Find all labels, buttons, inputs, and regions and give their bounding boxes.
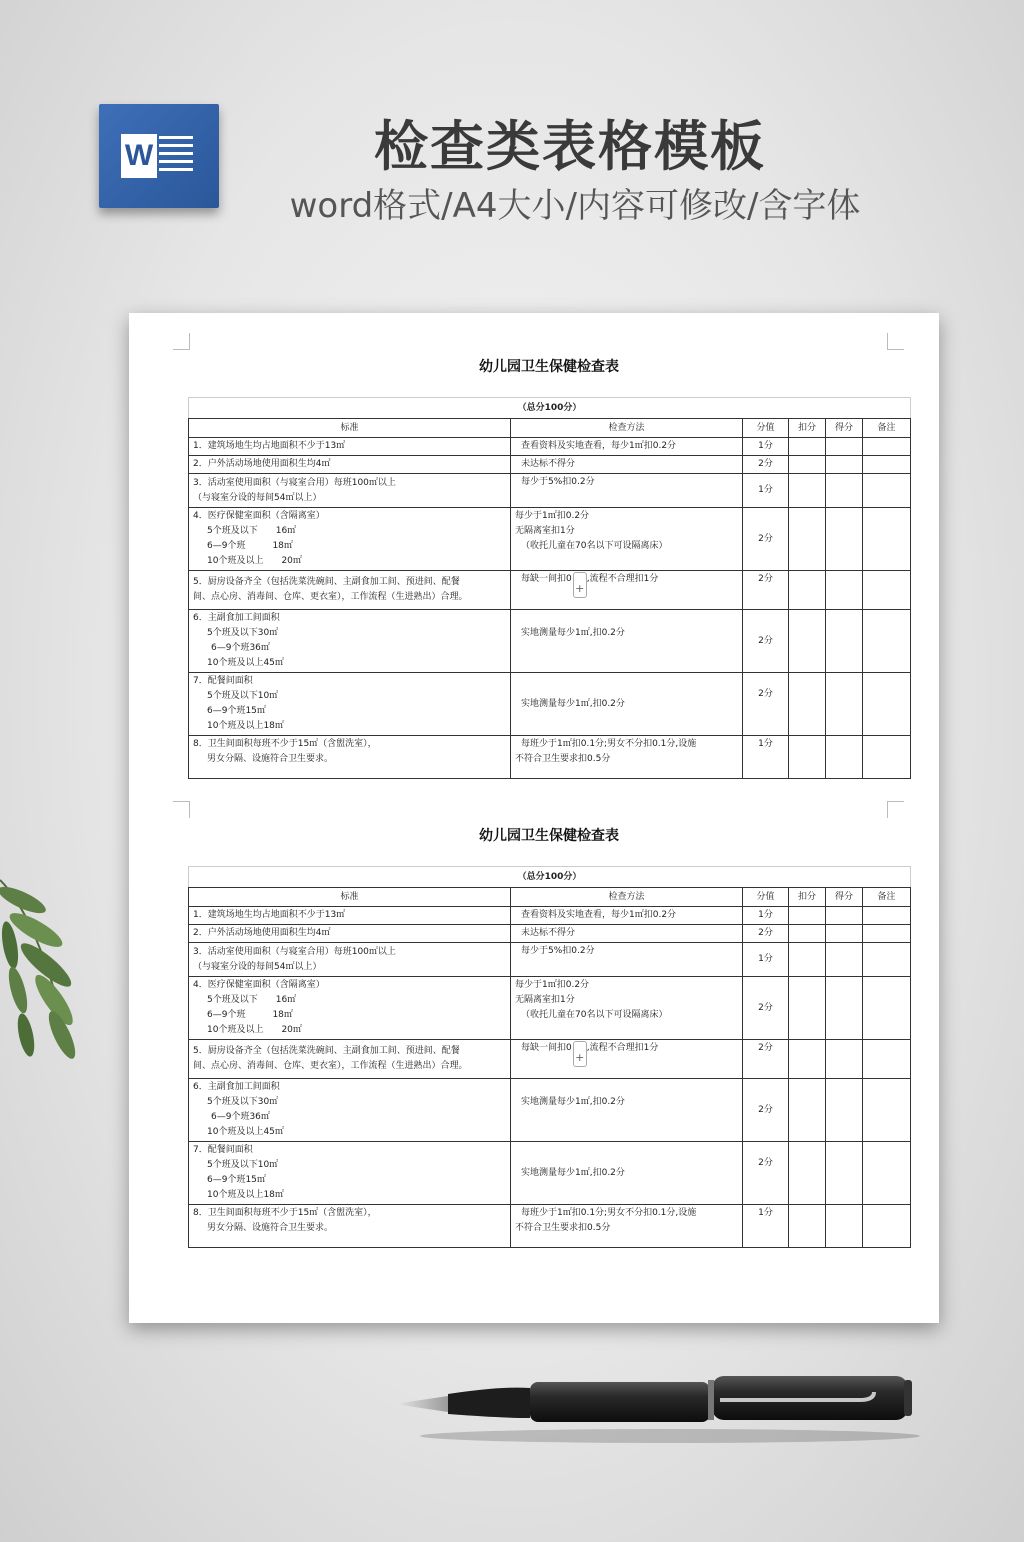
deduct-cell[interactable] <box>789 1205 826 1248</box>
table-row <box>189 1205 911 1248</box>
score-cell: 2分 <box>743 1142 789 1205</box>
standard-cell: 7．配餐间面积 5个班及以下10㎡ 6—9个班15㎡ 10个班及以上18㎡ <box>189 1142 511 1205</box>
deduct-cell[interactable] <box>789 736 826 779</box>
method-cell: 每班少于1㎡扣0.1分;男女不分扣0.1分,设施 不符合卫生要求扣0.5分 <box>511 736 743 779</box>
table-row <box>189 925 911 943</box>
method-cell: 每班少于1㎡扣0.1分;男女不分扣0.1分,设施 不符合卫生要求扣0.5分 <box>511 1205 743 1248</box>
word-logo-lines <box>159 136 193 176</box>
earned-cell[interactable] <box>826 1205 863 1248</box>
leaf-decoration-icon <box>0 860 90 1120</box>
standard-cell: 6．主副食加工间面积 5个班及以下30㎡ 6—9个班36㎡ 10个班及以上45㎡ <box>189 1079 511 1142</box>
main-title: 检查类表格模板 <box>374 115 766 178</box>
deduct-cell[interactable] <box>789 943 826 977</box>
document-page <box>129 313 939 1323</box>
total-score: （总分100分） <box>189 867 911 888</box>
word-logo-icon <box>99 104 219 208</box>
earned-cell[interactable] <box>826 474 863 508</box>
table-row <box>189 943 911 977</box>
earned-cell[interactable] <box>826 907 863 925</box>
deduct-cell[interactable] <box>789 1142 826 1205</box>
remark-cell[interactable] <box>863 508 911 571</box>
remark-cell[interactable] <box>863 1205 911 1248</box>
check-table <box>188 866 911 1248</box>
standard-cell: 3．活动室使用面积（与寝室合用）每班100㎡以上 （与寝室分设的每间54㎡以上） <box>189 474 511 508</box>
method-cell: 每少于5%扣0.2分 <box>511 474 743 508</box>
score-cell: 2分 <box>743 977 789 1040</box>
sheet-1 <box>188 357 910 779</box>
remark-cell[interactable] <box>863 1079 911 1142</box>
remark-cell[interactable] <box>863 1142 911 1205</box>
earned-cell[interactable] <box>826 456 863 474</box>
score-cell: 2分 <box>743 508 789 571</box>
header-standard: 标准 <box>189 419 511 438</box>
remark-cell[interactable] <box>863 673 911 736</box>
score-cell: 1分 <box>743 474 789 508</box>
deduct-cell[interactable] <box>789 610 826 673</box>
remark-cell[interactable] <box>863 571 911 610</box>
earned-cell[interactable] <box>826 925 863 943</box>
remark-cell[interactable] <box>863 943 911 977</box>
earned-cell[interactable] <box>826 736 863 779</box>
sheet-2 <box>188 826 910 1248</box>
method-cell: 每缺一间扣0+,流程不合理扣1分 <box>511 571 743 610</box>
standard-cell: 8．卫生间面积每班不少于15㎡（含盥洗室）， 男女分隔、设施符合卫生要求。 <box>189 1205 511 1248</box>
header-earned: 得分 <box>826 888 863 907</box>
earned-cell[interactable] <box>826 943 863 977</box>
header <box>0 0 1024 260</box>
total-score: （总分100分） <box>189 398 911 419</box>
score-cell: 2分 <box>743 1079 789 1142</box>
standard-cell: 8．卫生间面积每班不少于15㎡（含盥洗室）， 男女分隔、设施符合卫生要求。 <box>189 736 511 779</box>
table-row <box>189 1079 911 1142</box>
deduct-cell[interactable] <box>789 925 826 943</box>
score-cell: 1分 <box>743 1205 789 1248</box>
earned-cell[interactable] <box>826 977 863 1040</box>
method-cell: 每少于1㎡扣0.2分 无隔离室扣1分 （收托儿童在70名以下可设隔离床） <box>511 508 743 571</box>
table-row <box>189 456 911 474</box>
table-row <box>189 474 911 508</box>
earned-cell[interactable] <box>826 1142 863 1205</box>
sheet-title: 幼儿园卫生保健检查表 <box>479 828 619 844</box>
method-cell: 每少于1㎡扣0.2分 无隔离室扣1分 （收托儿童在70名以下可设隔离床） <box>511 977 743 1040</box>
deduct-cell[interactable] <box>789 673 826 736</box>
deduct-cell[interactable] <box>789 571 826 610</box>
header-method: 检查方法 <box>511 888 743 907</box>
score-cell: 1分 <box>743 943 789 977</box>
table-row <box>189 977 911 1040</box>
sub-title: word格式/A4大小/内容可修改/含字体 <box>289 186 861 226</box>
remark-cell[interactable] <box>863 474 911 508</box>
method-cell: 实地测量每少1㎡,扣0.2分 <box>511 673 743 736</box>
table-row <box>189 736 911 779</box>
check-table <box>188 397 911 779</box>
standard-cell: 6．主副食加工间面积 5个班及以下30㎡ 6—9个班36㎡ 10个班及以上45㎡ <box>189 610 511 673</box>
earned-cell[interactable] <box>826 1079 863 1142</box>
remark-cell[interactable] <box>863 977 911 1040</box>
score-cell: 2分 <box>743 1040 789 1079</box>
deduct-cell[interactable] <box>789 1079 826 1142</box>
margin-mark <box>173 333 190 350</box>
header-score: 分值 <box>743 888 789 907</box>
deduct-cell[interactable] <box>789 438 826 456</box>
standard-cell: 1．建筑场地生均占地面积不少于13㎡ <box>189 907 511 925</box>
method-cell: 每少于5%扣0.2分 <box>511 943 743 977</box>
earned-cell[interactable] <box>826 571 863 610</box>
header-method: 检查方法 <box>511 419 743 438</box>
deduct-cell[interactable] <box>789 1040 826 1079</box>
standard-cell: 2．户外活动场地使用面积生均4㎡ <box>189 925 511 943</box>
deduct-cell[interactable] <box>789 977 826 1040</box>
method-cell: 未达标不得分 <box>511 925 743 943</box>
remark-cell[interactable] <box>863 907 911 925</box>
plus-handle-icon[interactable]: + <box>573 1041 587 1067</box>
standard-cell: 3．活动室使用面积（与寝室合用）每班100㎡以上 （与寝室分设的每间54㎡以上） <box>189 943 511 977</box>
deduct-cell[interactable] <box>789 508 826 571</box>
header-remark: 备注 <box>863 419 911 438</box>
table-row <box>189 508 911 571</box>
standard-cell: 1．建筑场地生均占地面积不少于13㎡ <box>189 438 511 456</box>
remark-cell[interactable] <box>863 610 911 673</box>
margin-mark <box>887 801 904 818</box>
method-cell: 实地测量每少1㎡,扣0.2分 <box>511 610 743 673</box>
earned-cell[interactable] <box>826 508 863 571</box>
deduct-cell[interactable] <box>789 456 826 474</box>
score-cell: 2分 <box>743 610 789 673</box>
plus-handle-icon[interactable]: + <box>573 572 587 598</box>
score-cell: 2分 <box>743 456 789 474</box>
method-cell: 查看资料及实地查看，每少1㎡扣0.2分 <box>511 907 743 925</box>
header-score: 分值 <box>743 419 789 438</box>
standard-cell: 2．户外活动场地使用面积生均4㎡ <box>189 456 511 474</box>
score-cell: 2分 <box>743 673 789 736</box>
header-remark: 备注 <box>863 888 911 907</box>
standard-cell: 5．厨房设备齐全（包括洗菜洗碗间、主副食加工间、预进间、配餐 间、点心房、消毒间、仓库、更衣室），工作流程（生进熟出）合理。 <box>189 571 511 610</box>
table-row <box>189 438 911 456</box>
method-cell: 实地测量每少1㎡,扣0.2分 <box>511 1142 743 1205</box>
remark-cell[interactable] <box>863 925 911 943</box>
score-cell: 1分 <box>743 438 789 456</box>
sheet-title: 幼儿园卫生保健检查表 <box>479 359 619 375</box>
table-row <box>189 673 911 736</box>
method-cell: 未达标不得分 <box>511 456 743 474</box>
table-row <box>189 907 911 925</box>
remark-cell[interactable] <box>863 1040 911 1079</box>
score-cell: 2分 <box>743 925 789 943</box>
margin-mark <box>173 801 190 818</box>
header-standard: 标准 <box>189 888 511 907</box>
header-deduct: 扣分 <box>789 888 826 907</box>
earned-cell[interactable] <box>826 673 863 736</box>
method-cell: 每缺一间扣0+,流程不合理扣1分 <box>511 1040 743 1079</box>
standard-cell: 4．医疗保健室面积（含隔离室） 5个班及以下 16㎡ 6—9个班 18㎡ 10个班及以上 20㎡ <box>189 508 511 571</box>
table-row <box>189 1040 911 1079</box>
score-cell: 1分 <box>743 907 789 925</box>
standard-cell: 7．配餐间面积 5个班及以下10㎡ 6—9个班15㎡ 10个班及以上18㎡ <box>189 673 511 736</box>
remark-cell[interactable] <box>863 456 911 474</box>
deduct-cell[interactable] <box>789 474 826 508</box>
standard-cell: 5．厨房设备齐全（包括洗菜洗碗间、主副食加工间、预进间、配餐 间、点心房、消毒间、仓库、更衣室），工作流程（生进熟出）合理。 <box>189 1040 511 1079</box>
table-row <box>189 610 911 673</box>
score-cell: 2分 <box>743 571 789 610</box>
earned-cell[interactable] <box>826 610 863 673</box>
table-row <box>189 1142 911 1205</box>
margin-mark <box>887 333 904 350</box>
score-cell: 1分 <box>743 736 789 779</box>
word-logo-letter: W <box>121 134 157 178</box>
header-deduct: 扣分 <box>789 419 826 438</box>
method-cell: 实地测量每少1㎡,扣0.2分 <box>511 1079 743 1142</box>
method-cell: 查看资料及实地查看，每少1㎡扣0.2分 <box>511 438 743 456</box>
earned-cell[interactable] <box>826 1040 863 1079</box>
deduct-cell[interactable] <box>789 907 826 925</box>
remark-cell[interactable] <box>863 736 911 779</box>
earned-cell[interactable] <box>826 438 863 456</box>
remark-cell[interactable] <box>863 438 911 456</box>
pen-decoration-icon <box>390 1370 930 1450</box>
standard-cell: 4．医疗保健室面积（含隔离室） 5个班及以下 16㎡ 6—9个班 18㎡ 10个班及以上 20㎡ <box>189 977 511 1040</box>
header-earned: 得分 <box>826 419 863 438</box>
table-row <box>189 571 911 610</box>
